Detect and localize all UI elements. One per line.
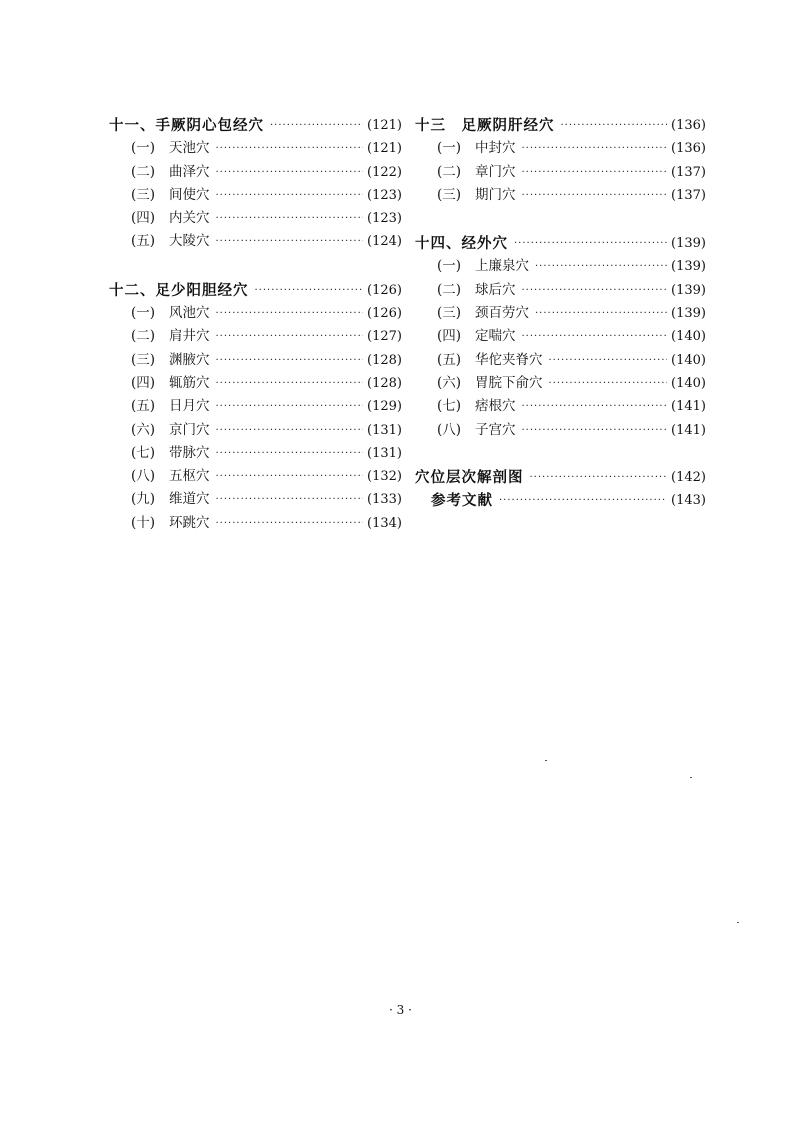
entry-name: 间使穴 bbox=[169, 186, 210, 203]
entry-number: (四) bbox=[131, 374, 156, 391]
section-title: 十二、足少阳胆经穴 bbox=[109, 281, 249, 299]
entry-name: 华佗夹脊穴 bbox=[475, 351, 543, 368]
toc-entry[interactable] bbox=[415, 395, 706, 418]
entry-number: (一) bbox=[131, 140, 156, 157]
scan-speck bbox=[690, 777, 692, 778]
page-number: · 3 · bbox=[389, 1003, 412, 1017]
entry-name: 日月穴 bbox=[169, 398, 210, 415]
page-ref: (123) bbox=[367, 211, 402, 227]
toc-entry[interactable] bbox=[415, 372, 706, 395]
page-ref: (131) bbox=[367, 445, 402, 461]
toc-section-heading[interactable] bbox=[415, 114, 706, 137]
entry-name: 五枢穴 bbox=[169, 468, 210, 485]
toc-section-heading[interactable] bbox=[415, 466, 706, 489]
entry-name: 痞根穴 bbox=[475, 398, 516, 415]
entry-number: (二) bbox=[131, 163, 156, 180]
leader-dots bbox=[561, 114, 668, 137]
page-ref: (136) bbox=[671, 141, 706, 157]
toc-section-heading[interactable] bbox=[109, 114, 402, 137]
leader-dots bbox=[549, 372, 668, 395]
entry-number: (八) bbox=[437, 421, 462, 438]
entry-number: (六) bbox=[131, 421, 156, 438]
entry-name: 颈百劳穴 bbox=[475, 305, 529, 322]
toc-left-column bbox=[109, 114, 402, 535]
leader-dots bbox=[270, 114, 363, 137]
entry-number: (二) bbox=[437, 281, 462, 298]
entry-name: 肩井穴 bbox=[169, 328, 210, 345]
toc-entry[interactable] bbox=[415, 255, 706, 278]
page-ref: (132) bbox=[367, 469, 402, 485]
page-ref: (141) bbox=[671, 422, 706, 438]
page-ref: (133) bbox=[367, 492, 402, 508]
toc-entry[interactable] bbox=[109, 349, 402, 372]
toc-entry[interactable] bbox=[415, 161, 706, 184]
section-gap bbox=[109, 254, 402, 279]
page-ref: (129) bbox=[367, 399, 402, 415]
entry-number: (四) bbox=[131, 210, 156, 227]
entry-name: 带脉穴 bbox=[169, 444, 210, 461]
entry-number: (三) bbox=[437, 186, 462, 203]
entry-number: (五) bbox=[437, 351, 462, 368]
leader-dots bbox=[522, 325, 668, 348]
entry-name: 胃脘下俞穴 bbox=[475, 374, 543, 391]
leader-dots bbox=[514, 232, 667, 255]
leader-dots bbox=[216, 184, 364, 207]
page-ref: (122) bbox=[367, 164, 402, 180]
page-ref: (121) bbox=[367, 141, 402, 157]
page-ref: (143) bbox=[671, 493, 706, 509]
toc-section-heading[interactable] bbox=[109, 279, 402, 302]
entry-number: (一) bbox=[131, 305, 156, 322]
toc-right-column bbox=[415, 114, 706, 512]
entry-number: (三) bbox=[131, 351, 156, 368]
page-ref: (128) bbox=[367, 352, 402, 368]
entry-name: 维道穴 bbox=[169, 491, 210, 508]
leader-dots bbox=[522, 137, 668, 160]
toc-entry[interactable] bbox=[109, 488, 402, 511]
page-ref: (128) bbox=[367, 375, 402, 391]
entry-number: (五) bbox=[131, 233, 156, 250]
entry-number: (二) bbox=[131, 328, 156, 345]
leader-dots bbox=[499, 489, 667, 512]
toc-entry[interactable] bbox=[415, 419, 706, 442]
entry-number: (九) bbox=[131, 491, 156, 508]
toc-entry[interactable] bbox=[109, 512, 402, 535]
entry-name: 内关穴 bbox=[169, 210, 210, 227]
page-ref: (137) bbox=[671, 164, 706, 180]
page-ref: (139) bbox=[671, 259, 706, 275]
page-ref: (126) bbox=[367, 306, 402, 322]
entry-number: (十) bbox=[131, 514, 156, 531]
entry-name: 期门穴 bbox=[475, 186, 516, 203]
section-title: 穴位层次解剖图 bbox=[415, 468, 524, 486]
section-gap bbox=[415, 207, 706, 232]
entry-name: 环跳穴 bbox=[169, 514, 210, 531]
toc-entry[interactable] bbox=[109, 137, 402, 160]
section-gap bbox=[415, 442, 706, 466]
entry-name: 定喘穴 bbox=[475, 328, 516, 345]
leader-dots bbox=[216, 395, 364, 418]
section-title: 十四、经外穴 bbox=[415, 235, 508, 253]
leader-dots bbox=[522, 279, 668, 302]
toc-entry[interactable] bbox=[109, 161, 402, 184]
scan-speck bbox=[737, 922, 739, 923]
toc-entry[interactable] bbox=[415, 279, 706, 302]
toc-entry[interactable] bbox=[109, 207, 402, 230]
toc-entry[interactable] bbox=[109, 325, 402, 348]
entry-number: (三) bbox=[131, 186, 156, 203]
toc-entry[interactable] bbox=[415, 137, 706, 160]
toc-section-heading[interactable] bbox=[415, 489, 706, 512]
toc-entry[interactable] bbox=[415, 302, 706, 325]
toc-entry[interactable] bbox=[109, 465, 402, 488]
toc-section-heading[interactable] bbox=[415, 232, 706, 255]
leader-dots bbox=[216, 207, 364, 230]
page-ref: (126) bbox=[367, 282, 402, 298]
toc-entry[interactable] bbox=[415, 349, 706, 372]
toc-entry[interactable] bbox=[109, 442, 402, 465]
page-ref: (124) bbox=[367, 234, 402, 250]
leader-dots bbox=[216, 372, 364, 395]
page-ref: (139) bbox=[671, 282, 706, 298]
entry-name: 渊腋穴 bbox=[169, 351, 210, 368]
leader-dots bbox=[216, 230, 364, 253]
toc-entry[interactable] bbox=[415, 184, 706, 207]
entry-name: 京门穴 bbox=[169, 421, 210, 438]
leader-dots bbox=[216, 488, 364, 511]
entry-name: 风池穴 bbox=[169, 305, 210, 322]
leader-dots bbox=[549, 349, 668, 372]
leader-dots bbox=[522, 161, 668, 184]
page-ref: (123) bbox=[367, 187, 402, 203]
page-ref: (139) bbox=[671, 236, 706, 252]
entry-number: (一) bbox=[437, 258, 462, 275]
toc-entry[interactable] bbox=[109, 419, 402, 442]
entry-name: 球后穴 bbox=[475, 281, 516, 298]
entry-name: 上廉泉穴 bbox=[475, 258, 529, 275]
leader-dots bbox=[535, 255, 667, 278]
entry-number: (六) bbox=[437, 374, 462, 391]
page-ref: (137) bbox=[671, 187, 706, 203]
entry-number: (八) bbox=[131, 468, 156, 485]
page-ref: (136) bbox=[671, 118, 706, 133]
toc-entry[interactable] bbox=[109, 372, 402, 395]
entry-number: (四) bbox=[437, 328, 462, 345]
entry-name: 大陵穴 bbox=[169, 233, 210, 250]
leader-dots bbox=[216, 419, 364, 442]
section-title: 十三 足厥阴肝经穴 bbox=[415, 117, 555, 134]
toc-entry[interactable] bbox=[109, 230, 402, 253]
toc-entry[interactable] bbox=[109, 184, 402, 207]
entry-name: 天池穴 bbox=[169, 140, 210, 157]
scan-speck bbox=[545, 760, 547, 761]
page-ref: (141) bbox=[671, 399, 706, 415]
section-title: 十一、手厥阴心包经穴 bbox=[109, 117, 264, 134]
leader-dots bbox=[216, 349, 364, 372]
entry-name: 子宫穴 bbox=[475, 421, 516, 438]
leader-dots bbox=[216, 325, 364, 348]
leader-dots bbox=[530, 466, 668, 489]
page-ref: (140) bbox=[671, 375, 706, 391]
entry-name: 中封穴 bbox=[475, 140, 516, 157]
leader-dots bbox=[522, 395, 668, 418]
leader-dots bbox=[216, 302, 364, 325]
toc-entry[interactable] bbox=[109, 395, 402, 418]
entry-number: (七) bbox=[437, 398, 462, 415]
toc-entry[interactable] bbox=[109, 302, 402, 325]
entry-number: (一) bbox=[437, 140, 462, 157]
section-title: 参考文献 bbox=[431, 492, 493, 510]
entry-number: (二) bbox=[437, 163, 462, 180]
page-ref: (140) bbox=[671, 329, 706, 345]
page-ref: (121) bbox=[367, 118, 402, 133]
leader-dots bbox=[255, 279, 364, 302]
entry-number: (三) bbox=[437, 305, 462, 322]
leader-dots bbox=[522, 184, 668, 207]
leader-dots bbox=[216, 137, 364, 160]
page-ref: (131) bbox=[367, 422, 402, 438]
page-ref: (139) bbox=[671, 306, 706, 322]
leader-dots bbox=[216, 465, 364, 488]
leader-dots bbox=[216, 442, 364, 465]
leader-dots bbox=[522, 419, 668, 442]
leader-dots bbox=[535, 302, 667, 325]
page-ref: (134) bbox=[367, 515, 402, 531]
page-ref: (140) bbox=[671, 352, 706, 368]
toc-entry[interactable] bbox=[415, 325, 706, 348]
leader-dots bbox=[216, 512, 364, 535]
entry-name: 辄筋穴 bbox=[169, 374, 210, 391]
leader-dots bbox=[216, 161, 364, 184]
entry-number: (七) bbox=[131, 444, 156, 461]
entry-number: (五) bbox=[131, 398, 156, 415]
page-ref: (142) bbox=[671, 469, 706, 485]
entry-name: 曲泽穴 bbox=[169, 163, 210, 180]
page-ref: (127) bbox=[367, 329, 402, 345]
entry-name: 章门穴 bbox=[475, 163, 516, 180]
